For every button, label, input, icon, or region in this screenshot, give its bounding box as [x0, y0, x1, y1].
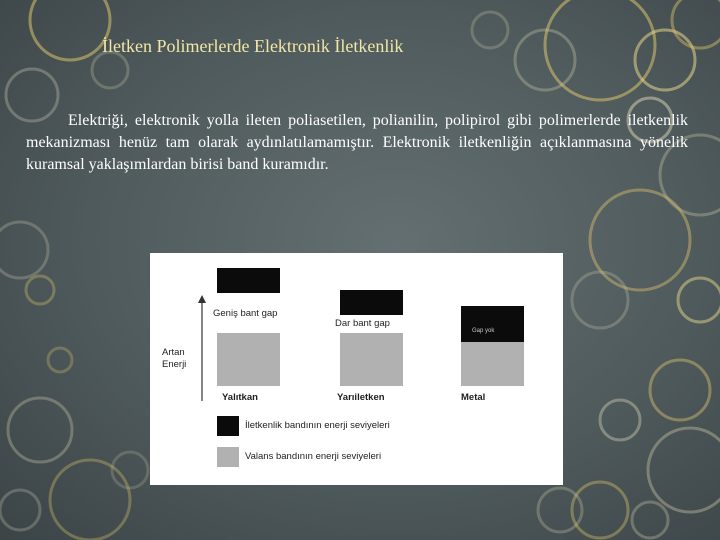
metal-overlap-label: Gap yok [472, 328, 495, 334]
metal-valence-band [461, 342, 524, 386]
legend-label-valence: Valans bandının enerji seviyeleri [245, 451, 382, 462]
semiconductor-conduction-band [340, 290, 403, 315]
insulator-name: Yalıtkan [222, 392, 258, 403]
insulator-valence-band [217, 333, 280, 386]
legend-label-conduction: İletkenlik bandının enerji seviyeleri [245, 420, 390, 431]
metal-name: Metal [461, 392, 486, 403]
metal-conduction-band [461, 306, 524, 342]
semiconductor-name: Yarıiletken [337, 392, 385, 403]
legend-swatch-conduction [217, 416, 239, 436]
band-diagram-figure [150, 253, 563, 485]
semiconductor-valence-band [340, 333, 403, 386]
semiconductor-gap-label: Dar bant gap [335, 318, 390, 329]
insulator-gap-label: Geniş bant gap [213, 308, 278, 319]
slide-body-paragraph: Elektriği, elektronik yolla ileten poliasetilen, polianilin, polipirol gibi polimerlerde iletkenlik mekanizması henüz tam olarak aydınlatılamamıştır. Elektronik iletkenliğin açıklanmasına yönelik kuramsal yaklaşımlardan birisi band kuramıdır. [26, 112, 688, 173]
axis-label-line1: Artan [162, 347, 185, 358]
slide-title: İletken Polimerlerde Elektronik İletkenlik [102, 36, 404, 56]
arrow-up-icon [198, 295, 206, 303]
insulator-conduction-band [217, 268, 280, 293]
legend-swatch-valence [217, 447, 239, 467]
axis-label-line2: Enerji [162, 359, 187, 370]
